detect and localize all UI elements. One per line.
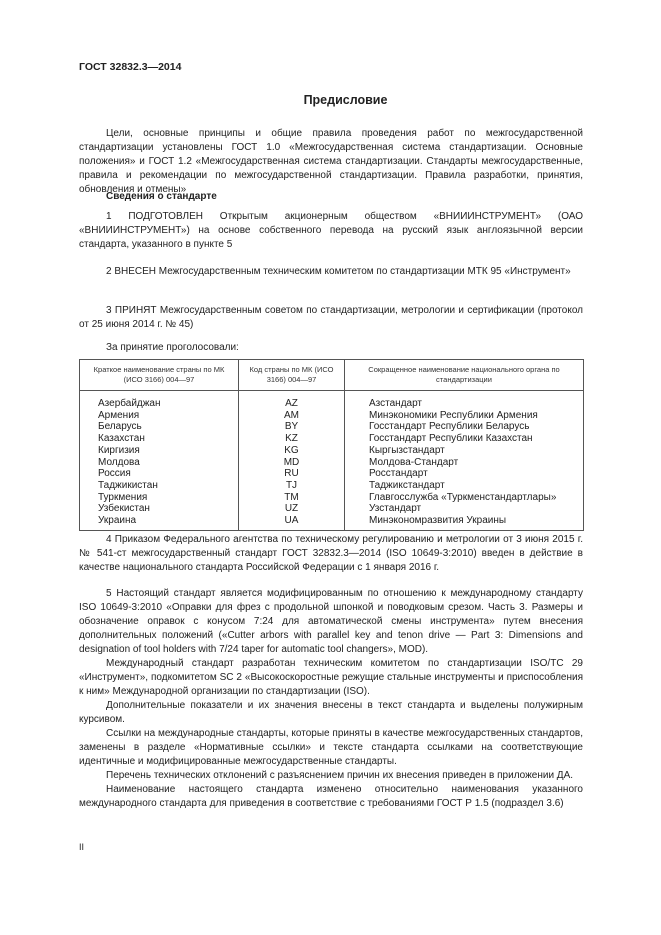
table-row	[80, 391, 584, 410]
table-row	[80, 445, 584, 457]
standards-body-cell: Молдова-Стандарт	[345, 457, 584, 469]
table-row	[80, 492, 584, 504]
country-code-cell: MD	[239, 457, 345, 469]
item-3	[79, 304, 583, 332]
item-5-para-4: Ссылки на международные стандарты, которые приняты в качестве межгосударственных стандартов, заменены в разделе «Нормативные ссылки» и тексте стандарта ссылками на соответствующие идентичные и модифицированные межгосударственные стандарты.	[79, 728, 583, 767]
vote-intro: За принятие проголосовали:	[106, 342, 239, 353]
standards-body-cell: Росстандарт	[345, 468, 584, 480]
table-row	[80, 468, 584, 480]
table-body	[80, 391, 584, 531]
country-code-cell: AZ	[239, 391, 345, 410]
country-code-cell: UA	[239, 515, 345, 530]
country-code-cell: BY	[239, 421, 345, 433]
standards-body-cell: Госстандарт Республики Беларусь	[345, 421, 584, 433]
item-5-para-1: 5 Настоящий стандарт является модифицированным по отношению к международному стандарту ISO 10649-3:2010 «Оправки для фрез с продольной шпонкой и поводковым срезом. Часть 3. Размеры и обозначение оправок с конусом 7:24 для автоматической смены инструмента» путем внесения дополнительных положений («Cutter arbors with parallel key and tenon drive — Part 3: Dimensions and designation of tool holders with 7/24 taper for automatic tool changers», MOD).	[79, 588, 583, 655]
page-number: II	[79, 842, 85, 852]
table-row	[80, 515, 584, 530]
standards-body-cell: Азстандарт	[345, 391, 584, 410]
standards-body-cell: Минэкономики Республики Армения	[345, 410, 584, 422]
country-name-cell: Россия	[80, 468, 239, 480]
country-name-cell: Киргизия	[80, 445, 239, 457]
section-title: Предисловие	[303, 93, 388, 107]
item-5-para-3: Дополнительные показатели и их значения внесены в текст стандарта и выделены полужирным курсивом.	[79, 700, 583, 725]
item-1-text: 1 ПОДГОТОВЛЕН Открытым акционерным обществом «ВНИИИНСТРУМЕНТ» (ОАО «ВНИИИНСТРУМЕНТ») на основе собственного перевода на русский язык англоязычной версии стандарта, указанного в пункте 5	[79, 211, 583, 250]
table-row	[80, 503, 584, 515]
country-name-cell: Беларусь	[80, 421, 239, 433]
country-code-cell: KZ	[239, 433, 345, 445]
country-code-cell: RU	[239, 468, 345, 480]
item-5-para-2: Международный стандарт разработан техническим комитетом по стандартизации ISO/TC 29 «Инструмент», подкомитетом SC 2 «Высокоскоростные режущие стальные инструменты и приспособления к ним» Международной организации по стандартизации (ISO).	[79, 658, 583, 697]
table-row	[80, 457, 584, 469]
country-code-cell: UZ	[239, 503, 345, 515]
intro-text: Цели, основные принципы и общие правила проведения работ по межгосударственной стандартизации установлены ГОСТ 1.0 «Межгосударственная система стандартизации. Основные положения» и ГОСТ 1.2 «Межгосударственная система стандартизации. Стандарты межгосударственные, правила и рекомендации по межгосударственной стандартизации. Правила разработки, принятия, обновления и отмены»	[79, 128, 583, 195]
table-row	[80, 410, 584, 422]
item-4	[79, 533, 583, 575]
standards-body-cell: Госстандарт Республики Казахстан	[345, 433, 584, 445]
country-name-cell: Казахстан	[80, 433, 239, 445]
country-code-cell: TM	[239, 492, 345, 504]
table-row	[80, 421, 584, 433]
voting-countries-table	[79, 359, 584, 531]
country-name-cell: Армения	[80, 410, 239, 422]
item-3-text: 3 ПРИНЯТ Межгосударственным советом по стандартизации, метрологии и сертификации (протокол от 25 июня 2014 г. № 45)	[79, 305, 583, 330]
country-name-cell: Узбекистан	[80, 503, 239, 515]
item-2	[79, 265, 583, 279]
header-country-code: Код страны по МК (ИСО 3166) 004—97	[239, 360, 345, 391]
item-5	[79, 587, 583, 811]
item-2-text: 2 ВНЕСЕН Межгосударственным техническим комитетом по стандартизации МТК 95 «Инструмент»	[106, 266, 571, 277]
item-5-para-6: Наименование настоящего стандарта изменено относительно наименования указанного международного стандарта для приведения в соответствие с требованиями ГОСТ Р 1.5 (подраздел 3.6)	[79, 784, 583, 809]
country-code-cell: KG	[239, 445, 345, 457]
document-header: ГОСТ 32832.3—2014	[79, 61, 182, 73]
table-row	[80, 480, 584, 492]
standards-body-cell: Минэкономразвития Украины	[345, 515, 584, 530]
item-4-text: 4 Приказом Федерального агентства по техническому регулированию и метрологии от 3 июня 2015 г. № 541-ст межгосударственный стандарт ГОСТ 32832.3—2014 (ISO 10649-3:2010) введен в действие в качестве национального стандарта Российской Федерации с 1 января 2016 г.	[79, 534, 583, 573]
item-5-para-5: Перечень технических отклонений с разъяснением причин их внесения приведен в приложении ДА.	[106, 770, 574, 781]
table-row	[80, 433, 584, 445]
item-1	[79, 210, 583, 252]
country-code-cell: TJ	[239, 480, 345, 492]
country-name-cell: Молдова	[80, 457, 239, 469]
country-name-cell: Туркмения	[80, 492, 239, 504]
country-name-cell: Таджикистан	[80, 480, 239, 492]
intro-paragraph	[79, 127, 583, 197]
table-header-row	[80, 360, 584, 391]
standards-body-cell: Узстандарт	[345, 503, 584, 515]
country-code-cell: AM	[239, 410, 345, 422]
header-standards-body: Сокращенное наименование национального органа по стандартизации	[345, 360, 584, 391]
standards-body-cell: Кыргызстандарт	[345, 445, 584, 457]
standard-info-subheading: Сведения о стандарте	[106, 191, 217, 202]
standards-body-cell: Главгосслужба «Туркменстандартлары»	[345, 492, 584, 504]
country-name-cell: Украина	[80, 515, 239, 530]
country-name-cell: Азербайджан	[80, 391, 239, 410]
header-country-name: Краткое наименование страны по МК (ИСО 3166) 004—97	[80, 360, 239, 391]
standards-body-cell: Таджикстандарт	[345, 480, 584, 492]
